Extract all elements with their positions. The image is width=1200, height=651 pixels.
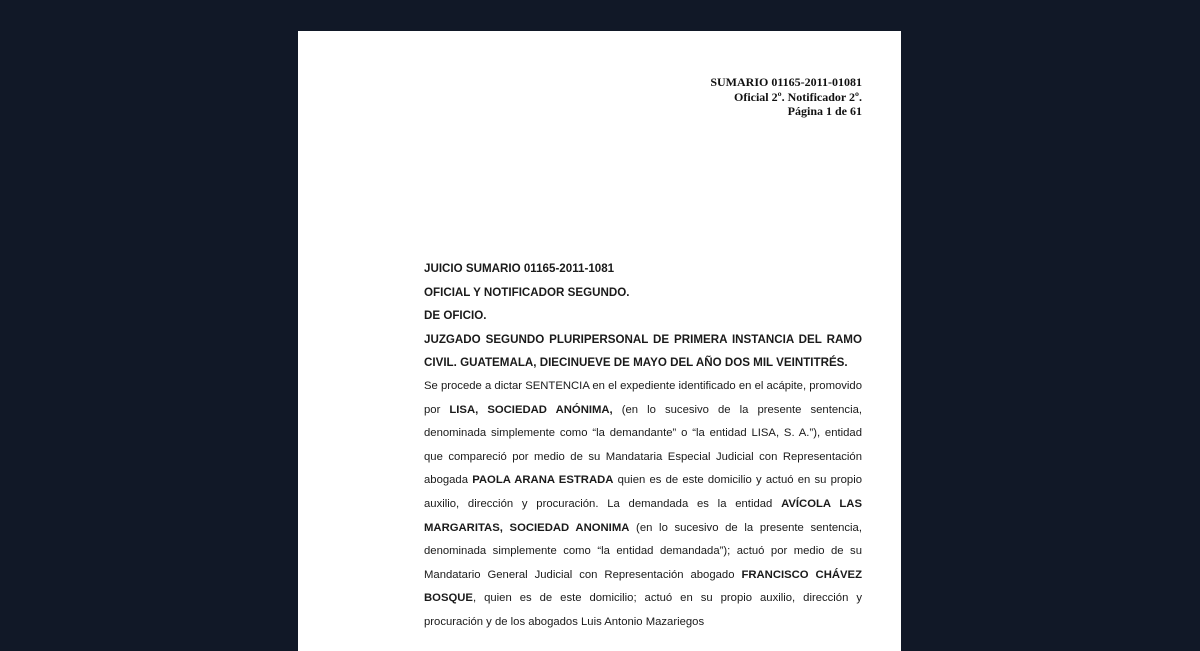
case-number-header: SUMARIO 01165-2011-01081 — [710, 75, 862, 89]
para-text-2: (en lo sucesivo de la presente sentencia, denominada simplemente como “la demandante” o “la entidad LISA, S. A.”), entidad que compareció por medio de su Mandataria Especial Judicial con Representación abogada — [424, 403, 862, 487]
para-text-1: Se procede a dictar SENTENCIA en el expediente identificado en el acápite, promovido por — [424, 379, 862, 416]
plaintiff-name: LISA, SOCIEDAD ANÓNIMA, — [449, 403, 613, 416]
document-body — [424, 257, 862, 635]
plaintiff-lawyer-name: PAOLA ARANA ESTRADA — [472, 474, 614, 487]
court-heading: JUZGADO SEGUNDO PLURIPERSONAL DE PRIMERA INSTANCIA DEL RAMO CIVIL. GUATEMALA, DIECINUEVE DE MAYO DEL AÑO DOS MIL VEINTITRÉS. — [424, 332, 862, 370]
para-text-3: quien es de este domicilio y actuó en su propio auxilio, dirección y procuración. La demandada es la entidad — [424, 474, 862, 510]
page-number: Página 1 de 61 — [787, 104, 862, 118]
document-page — [298, 31, 901, 651]
para-text-4: (en lo sucesivo de la presente sentencia, denominada simplemente como “la entidad demandada”); actuó por medio de su Mandatario General Judicial con Representación abogado — [424, 521, 862, 581]
de-oficio-title: DE OFICIO. — [424, 309, 487, 323]
page-header — [710, 75, 862, 119]
defendant-lawyer-name: FRANCISCO CHÁVEZ BOSQUE — [424, 568, 862, 605]
para-text-5: , quien es de este domicilio; actuó en su propio auxilio, dirección y procuración y de los abogados Luis Antonio Mazariegos — [424, 592, 862, 628]
officer-header: Oficial 2º. Notificador 2º. — [733, 89, 862, 104]
officer-title: OFICIAL Y NOTIFICADOR SEGUNDO. — [424, 285, 630, 299]
sentence-paragraph — [424, 375, 862, 635]
defendant-name: AVÍCOLA LAS MARGARITAS, SOCIEDAD ANONIMA — [424, 497, 862, 534]
case-title: JUICIO SUMARIO 01165-2011-1081 — [424, 262, 615, 275]
